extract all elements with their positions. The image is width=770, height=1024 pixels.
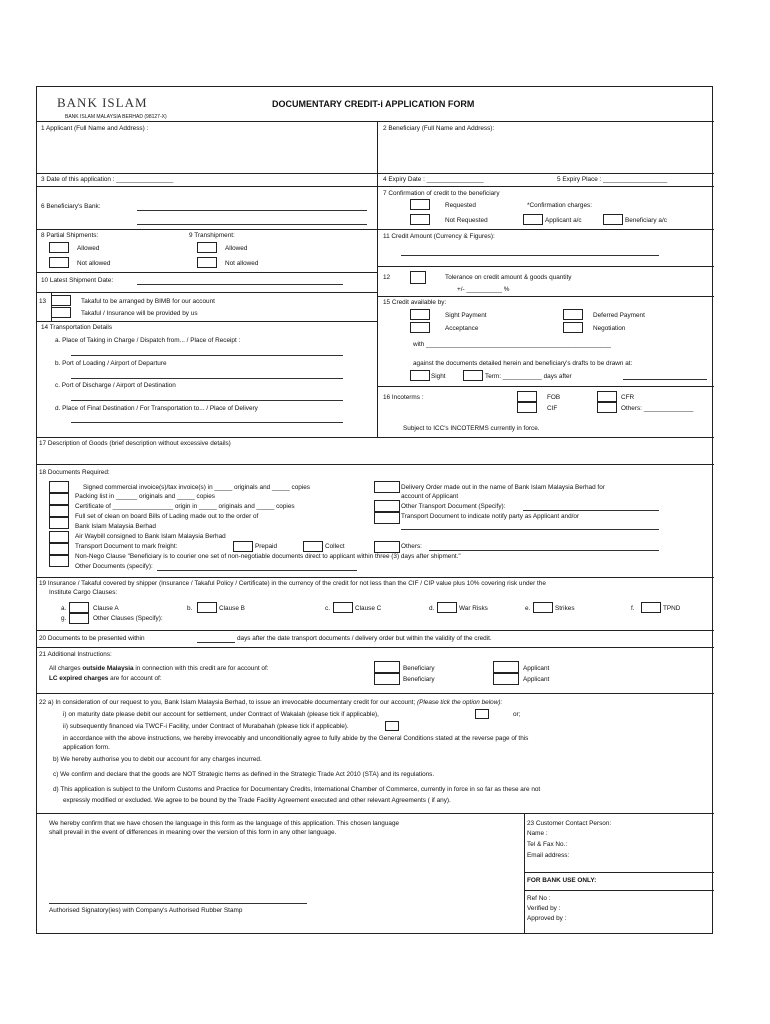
incoterms-note: Subject to ICC's INCOTERMS currently in force. [403, 425, 540, 432]
doc-invoice-checkbox[interactable] [49, 481, 69, 493]
takaful-own-checkbox[interactable] [51, 307, 71, 318]
tpnd-letter: f. [631, 605, 635, 612]
doc-delivery-order-label-2: account of Applicant [401, 493, 459, 500]
doc-non-nego-checkbox[interactable] [49, 555, 69, 567]
column-divider [377, 121, 378, 437]
doc-air-waybill-label: Air Waybill consigned to Bank Islam Malaysia Berhad [75, 533, 226, 540]
rule [37, 630, 714, 631]
cfr-label: CFR [621, 394, 635, 401]
sight-checkbox[interactable] [410, 370, 430, 381]
section-22-d-1: d) This application is subject to the Uniform Customs and Practice for Documentary Credits, International Chamber of Commerce, currently in force in so far as these are not [53, 786, 541, 793]
language-confirm-2: shall prevail in the event of differences in meaning over the version of this form in any other language. [49, 829, 337, 836]
bank-subtitle: BANK ISLAM MALAYSIA BERHAD (98127-X) [65, 114, 167, 120]
charges-beneficiary-checkbox[interactable] [603, 214, 623, 225]
drafts-drawn-label: against the documents detailed herein and beneficiary's drafts to be drawn at: [413, 360, 633, 367]
transport-a-label: a. Place of Taking in Charge / Dispatch from... / Place of Receipt : [55, 337, 241, 344]
cif-checkbox[interactable] [517, 402, 537, 413]
section-22-consideration: 22 a) In consideration of our request to you, Bank Islam Malaysia Berhad, to issue an irrevocable documentary credit for our account; (Please tick the option below): [39, 699, 503, 706]
option-i-checkbox[interactable] [475, 709, 489, 719]
charges-beneficiary-label: Beneficiary a/c [625, 217, 667, 224]
war-risks-checkbox[interactable] [437, 602, 457, 613]
lc-applicant-checkbox[interactable] [493, 673, 519, 685]
rule [37, 693, 714, 694]
fob-checkbox[interactable] [517, 391, 537, 402]
other-incoterm-checkbox[interactable] [597, 402, 617, 413]
rule [37, 173, 377, 174]
rule [377, 173, 714, 174]
option-or: or; [513, 711, 521, 718]
confirmation-not-requested-checkbox[interactable] [410, 214, 430, 225]
bank-logo: BANK ISLAM [57, 95, 148, 110]
doc-freight-label: Transport Document to mark freight: [75, 543, 178, 550]
acceptance-checkbox[interactable] [410, 322, 430, 333]
contact-name-label: Name : [527, 830, 548, 837]
charges-applicant-checkbox-21[interactable] [493, 661, 519, 673]
rule [37, 321, 377, 322]
beneficiary-bank-line[interactable] [137, 224, 367, 225]
war-risks-letter: d. [429, 605, 435, 612]
rule [37, 292, 377, 293]
section-6-beneficiary-bank: 6 Beneficiary's Bank: [41, 203, 101, 210]
section-16-incoterms: 16 Incoterms : [383, 394, 424, 401]
contact-tel-label: Tel & Fax No.: [527, 841, 568, 848]
doc-bill-of-lading-label: Full set of clean on board Bills of Lading made out to the order of [75, 513, 259, 520]
clause-b-letter: b. [187, 605, 193, 612]
clause-a-checkbox[interactable] [69, 602, 89, 613]
confirmation-charges-label: *Confirmation charges: [527, 202, 593, 209]
section-1-applicant: 1 Applicant (Full Name and Address) : [41, 125, 149, 132]
rule [377, 186, 714, 187]
transhipment-allowed-checkbox[interactable] [197, 242, 217, 253]
partial-not-allowed-checkbox[interactable] [49, 257, 69, 268]
charges-applicant-label-21: Applicant [523, 665, 550, 672]
confirmation-not-requested-label: Not Requested [445, 217, 488, 224]
cif-label: CIF [547, 405, 558, 412]
rule [377, 266, 714, 267]
doc-notify-party-checkbox[interactable] [374, 512, 400, 524]
transport-b-line[interactable] [71, 378, 343, 379]
strikes-letter: e. [525, 605, 531, 612]
ref-no-label: Ref No : [527, 895, 551, 902]
section-10-latest-shipment: 10 Latest Shipment Date: [41, 277, 114, 284]
credit-amount-line[interactable] [401, 255, 659, 256]
doc-invoice-label: Signed commercial invoice(s)/tax invoice(s) in _____ originals and _____ copies [83, 484, 310, 491]
rule [377, 229, 714, 230]
tolerance-checkbox[interactable] [410, 271, 426, 284]
approved-by-label: Approved by : [527, 915, 567, 922]
doc-air-waybill-checkbox[interactable] [49, 531, 69, 543]
charges-beneficiary-label-21: Beneficiary [403, 665, 435, 672]
section-19-insurance: 19 Insurance / Takaful covered by shipper (Insurance / Takaful Policy / Certificate) in the currency of the credit for not less than the CIF / CIP value plus 10% covering risk under the [39, 580, 546, 587]
war-risks-label: War Risks [459, 605, 488, 612]
transhipment-not-allowed-checkbox[interactable] [197, 257, 217, 268]
doc-bill-of-lading-checkbox[interactable] [49, 517, 69, 529]
doc-delivery-order-checkbox[interactable] [374, 481, 400, 493]
accordance-line-2: application form. [63, 744, 110, 751]
beneficiary-bank-line[interactable] [137, 210, 367, 211]
freight-collect-label: Collect [325, 543, 345, 550]
freight-prepaid-checkbox[interactable] [233, 541, 253, 552]
bank-use-label: FOR BANK USE ONLY: [527, 877, 597, 884]
rule [37, 272, 377, 273]
doc-other-transport-label: Other Transport Document (Specify): [401, 503, 506, 510]
section-13-number: 13 [39, 298, 47, 305]
charges-applicant-label: Applicant a/c [545, 217, 582, 224]
doc-others-checkbox[interactable] [374, 541, 400, 553]
freight-prepaid-label: Prepaid [255, 543, 278, 550]
tpnd-checkbox[interactable] [641, 602, 661, 613]
transport-d-line[interactable] [71, 422, 343, 423]
clause-c-checkbox[interactable] [333, 602, 353, 613]
section-8-partial-shipments: 8 Partial Shipments: [41, 232, 99, 239]
option-ii-label: ii) subsequently financed via TWCF-i Facility, under Contract of Murabahah (please tick if applicable). [63, 723, 349, 730]
transhipment-not-allowed-label: Not allowed [225, 260, 259, 267]
lc-beneficiary-checkbox[interactable] [374, 673, 400, 685]
section-3-date: 3 Date of this application : ________________ [41, 176, 174, 183]
section-21-additional: 21 Additional Instructions: [39, 651, 112, 658]
rule [524, 890, 714, 891]
transport-c-label: c. Port of Discharge / Airport of Destination [55, 382, 176, 389]
transport-c-line[interactable] [71, 400, 343, 401]
accordance-line-1: in accordance with the above instructions, we hereby irrevocably and unconditionally agree to fully abide by the General Conditions stated at the reverse page of this [63, 735, 529, 742]
doc-bank-name: Bank Islam Malaysia Berhad [75, 523, 156, 530]
lc-beneficiary-label: Beneficiary [403, 676, 435, 683]
rule [377, 386, 714, 387]
doc-delivery-order-label: Delivery Order made out in the name of Bank Islam Malaysia Berhad for [401, 484, 605, 491]
rule [524, 872, 714, 873]
sight-payment-checkbox[interactable] [410, 309, 430, 320]
clause-c-label: Clause C [355, 605, 382, 612]
term-label: Term: ___________ days after [485, 373, 572, 380]
section-12-number: 12 [383, 274, 391, 281]
rule [37, 186, 377, 187]
section-14-transportation: 14 Transportation Details [41, 324, 113, 331]
rule [37, 647, 714, 648]
section-20-presentation: 20 Documents to be presented within [39, 635, 145, 642]
lc-expired-label: LC expired charges are for account of: [49, 675, 162, 682]
rule [37, 121, 714, 122]
doc-freight-checkbox[interactable] [49, 543, 69, 555]
clause-a-letter: a. [61, 605, 67, 612]
tpnd-label: TPND [663, 605, 681, 612]
others-line[interactable] [429, 550, 659, 551]
doc-non-nego-label: Non-Nego Clause "Beneficiary is to courier one set of non-negotiable documents direct to applicant within three (3) days after shipment." [75, 553, 461, 560]
term-checkbox[interactable] [463, 370, 483, 381]
language-confirm-1: We hereby confirm that we have chosen the language in this form as the language of this application. This chosen language [49, 820, 400, 827]
verified-by-label: Verified by : [527, 905, 561, 912]
footer-divider [524, 813, 525, 934]
takaful-bimb-checkbox[interactable] [51, 295, 71, 306]
deferred-payment-label: Deferred Payment [593, 312, 645, 319]
clause-b-checkbox[interactable] [197, 602, 217, 613]
deferred-payment-checkbox[interactable] [563, 309, 583, 320]
partial-not-allowed-label: Not allowed [77, 260, 111, 267]
option-ii-checkbox[interactable] [385, 721, 399, 731]
signatory-label: Authorised Signatory(ies) with Company's Authorised Rubber Stamp [49, 907, 243, 914]
takaful-own-label: Takaful / Insurance will be provided by us [81, 310, 198, 317]
sight-label: Sight [431, 373, 446, 380]
tolerance-label: Tolerance on credit amount & goods quantity [445, 274, 572, 281]
doc-other-transport-checkbox[interactable] [374, 500, 400, 512]
transport-b-label: b. Port of Loading / Airport of Departure [55, 360, 167, 367]
section-20-presentation-2: days after the date transport documents / delivery order but within the validity of the credit. [237, 635, 492, 642]
doc-packing-label: Packing list in ______ originals and _____ copies [75, 493, 215, 500]
days-after-line[interactable] [623, 379, 707, 380]
partial-allowed-label: Allowed [77, 245, 100, 252]
confirmation-requested-label: Requested [445, 202, 476, 209]
section-23-contact: 23 Customer Contact Person: [527, 820, 612, 827]
charges-applicant-checkbox[interactable] [523, 214, 543, 225]
doc-packing-checkbox[interactable] [49, 493, 69, 505]
rule [37, 229, 377, 230]
negotiation-label: Negotiation [593, 325, 626, 332]
transhipment-allowed-label: Allowed [225, 245, 248, 252]
charges-outside-label: All charges outside Malaysia in connection with this credit are for account of: [49, 665, 269, 672]
confirmation-requested-checkbox[interactable] [410, 199, 430, 210]
transport-a-line[interactable] [71, 355, 343, 356]
section-22-d-2: expressly modified or excluded. We agree to be bound by the Trade Facility Agreement executed and other relevant Agreements ( if any). [63, 797, 451, 804]
rule [37, 813, 714, 814]
strikes-checkbox[interactable] [533, 602, 553, 613]
other-clauses-checkbox[interactable] [69, 613, 89, 624]
notify-party-line[interactable] [401, 529, 659, 530]
other-clauses-letter: g. [61, 615, 67, 622]
application-form [36, 86, 713, 934]
sight-payment-label: Sight Payment [445, 312, 487, 319]
transport-d-label: d. Place of Final Destination / For Transportation to... / Place of Delivery [55, 405, 258, 412]
section-11-credit-amount: 11 Credit Amount (Currency & Figures): [383, 233, 495, 240]
doc-certificate-label: Certificate of _________________ origin in _____ originals and _____ copies [75, 503, 295, 510]
rule [37, 464, 714, 465]
section-22-c: c) We confirm and declare that the goods are NOT Strategic Items as defined in the Strategic Trade Act 2010 (STA) and its regulations. [53, 771, 435, 778]
strikes-label: Strikes [555, 605, 575, 612]
rule [377, 296, 714, 297]
section-2-beneficiary: 2 Beneficiary (Full Name and Address): [383, 125, 495, 132]
clause-c-letter: c. [325, 605, 330, 612]
clause-a-label: Clause A [93, 605, 119, 612]
clause-b-label: Clause B [219, 605, 245, 612]
doc-certificate-checkbox[interactable] [49, 505, 69, 517]
charges-beneficiary-checkbox-21[interactable] [374, 661, 400, 673]
acceptance-label: Acceptance [445, 325, 479, 332]
section-4-expiry-date: 4 Expiry Date : ________________ [383, 176, 484, 183]
cfr-checkbox[interactable] [597, 391, 617, 402]
credit-with-line: with ____________________________________________________ [413, 341, 611, 348]
fob-label: FOB [547, 394, 561, 401]
section-19-clauses: Institute Cargo Clauses: [49, 589, 118, 596]
other-transport-line[interactable] [523, 510, 659, 511]
rule [37, 437, 714, 438]
lc-applicant-label: Applicant [523, 676, 550, 683]
section-15-credit-available: 15 Credit available by: [383, 299, 447, 306]
other-incoterm-label: Others: ______________ [621, 405, 694, 412]
section-22-b: b) We hereby authorise you to debit our account for any charges incurred. [53, 756, 262, 763]
latest-shipment-line[interactable] [137, 284, 343, 285]
negotiation-checkbox[interactable] [563, 322, 583, 333]
section-7-confirmation: 7 Confirmation of credit to the beneficiary [383, 190, 500, 197]
partial-allowed-checkbox[interactable] [49, 242, 69, 253]
freight-collect-checkbox[interactable] [303, 541, 323, 552]
section-17-goods: 17 Description of Goods (brief description without excessive details) [39, 440, 231, 447]
section-18-documents: 18 Documents Required: [39, 469, 110, 476]
other-clauses-label: Other Clauses (Specify): [93, 615, 163, 622]
section-9-transhipment: 9 Transhipment: [189, 232, 235, 239]
signature-line[interactable] [49, 903, 307, 904]
presentation-days-line[interactable] [197, 642, 235, 643]
other-docs-line[interactable] [157, 570, 357, 571]
doc-others-label: Others: [401, 543, 422, 550]
form-title: DOCUMENTARY CREDIT-i APPLICATION FORM [272, 99, 475, 109]
rule [37, 577, 714, 578]
option-i-label: i) on maturity date please debit our account for settlement, under Contract of Wakalah (please tick if applicable), [63, 711, 379, 718]
doc-other-label: Other Documents (specify): [75, 563, 153, 570]
takaful-bimb-label: Takaful to be arranged by BIMB for our account [81, 298, 215, 305]
tolerance-percent: +/- __________ % [457, 286, 510, 293]
contact-email-label: Email address: [527, 852, 570, 859]
doc-notify-party-label: Transport Document to indicate notify party as Applicant and/or [401, 513, 580, 520]
section-5-expiry-place: 5 Expiry Place : __________________ [557, 176, 668, 183]
